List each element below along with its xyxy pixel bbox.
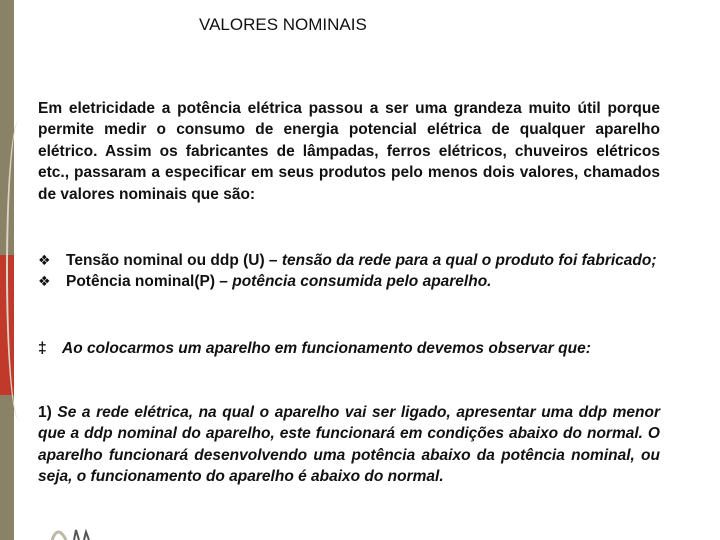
note-block bbox=[38, 338, 660, 359]
bullet-description: tensão da rede para a qual o produto foi fabricado; bbox=[281, 252, 657, 269]
note-text: Ao colocarmos um aparelho em funcionamento devemos observar que: bbox=[62, 340, 591, 357]
list-item bbox=[38, 271, 668, 292]
page-title: VALORES NOMINAIS bbox=[199, 15, 367, 34]
note-mark: ‡ bbox=[38, 340, 47, 357]
diamond-bullet-icon: ❖ bbox=[38, 273, 51, 290]
nominal-values-list bbox=[38, 250, 668, 293]
bullet-term: Potência nominal(P) – bbox=[66, 273, 233, 291]
item-one-paragraph bbox=[38, 402, 660, 488]
item-text: Se a rede elétrica, na qual o aparelho vai ser ligado, apresentar uma ddp menor que a ddp nominal do aparelho, este funcionará em condições abaixo do normal. O aparelho funcionará desenvolvendo uma potência abaixo da potência nominal, ou seja, o funcionamento do aparelho é abaixo do normal. bbox=[38, 404, 660, 486]
diamond-bullet-icon: ❖ bbox=[38, 252, 51, 268]
intro-paragraph: Em eletricidade a potência elétrica passou a ser uma grandeza muito útil porque permite medir o consumo de energia potencial elétrica de qualquer aparelho elétrico. Assim os fabricantes de lâmpadas, ferros elétricos, chuveiros elétricos etc., passaram a especificar em seus produtos pelo menos dois valores, chamados de valores nominais que são: bbox=[38, 100, 660, 203]
bullet-term: Tensão nominal ou ddp (U) – bbox=[66, 252, 282, 269]
bottom-decoration-icon bbox=[48, 522, 108, 540]
item-number: 1) bbox=[38, 404, 52, 421]
list-item bbox=[38, 250, 668, 271]
bullet-description: potência consumida pelo aparelho. bbox=[232, 273, 492, 291]
left-decorative-curve bbox=[6, 120, 32, 420]
